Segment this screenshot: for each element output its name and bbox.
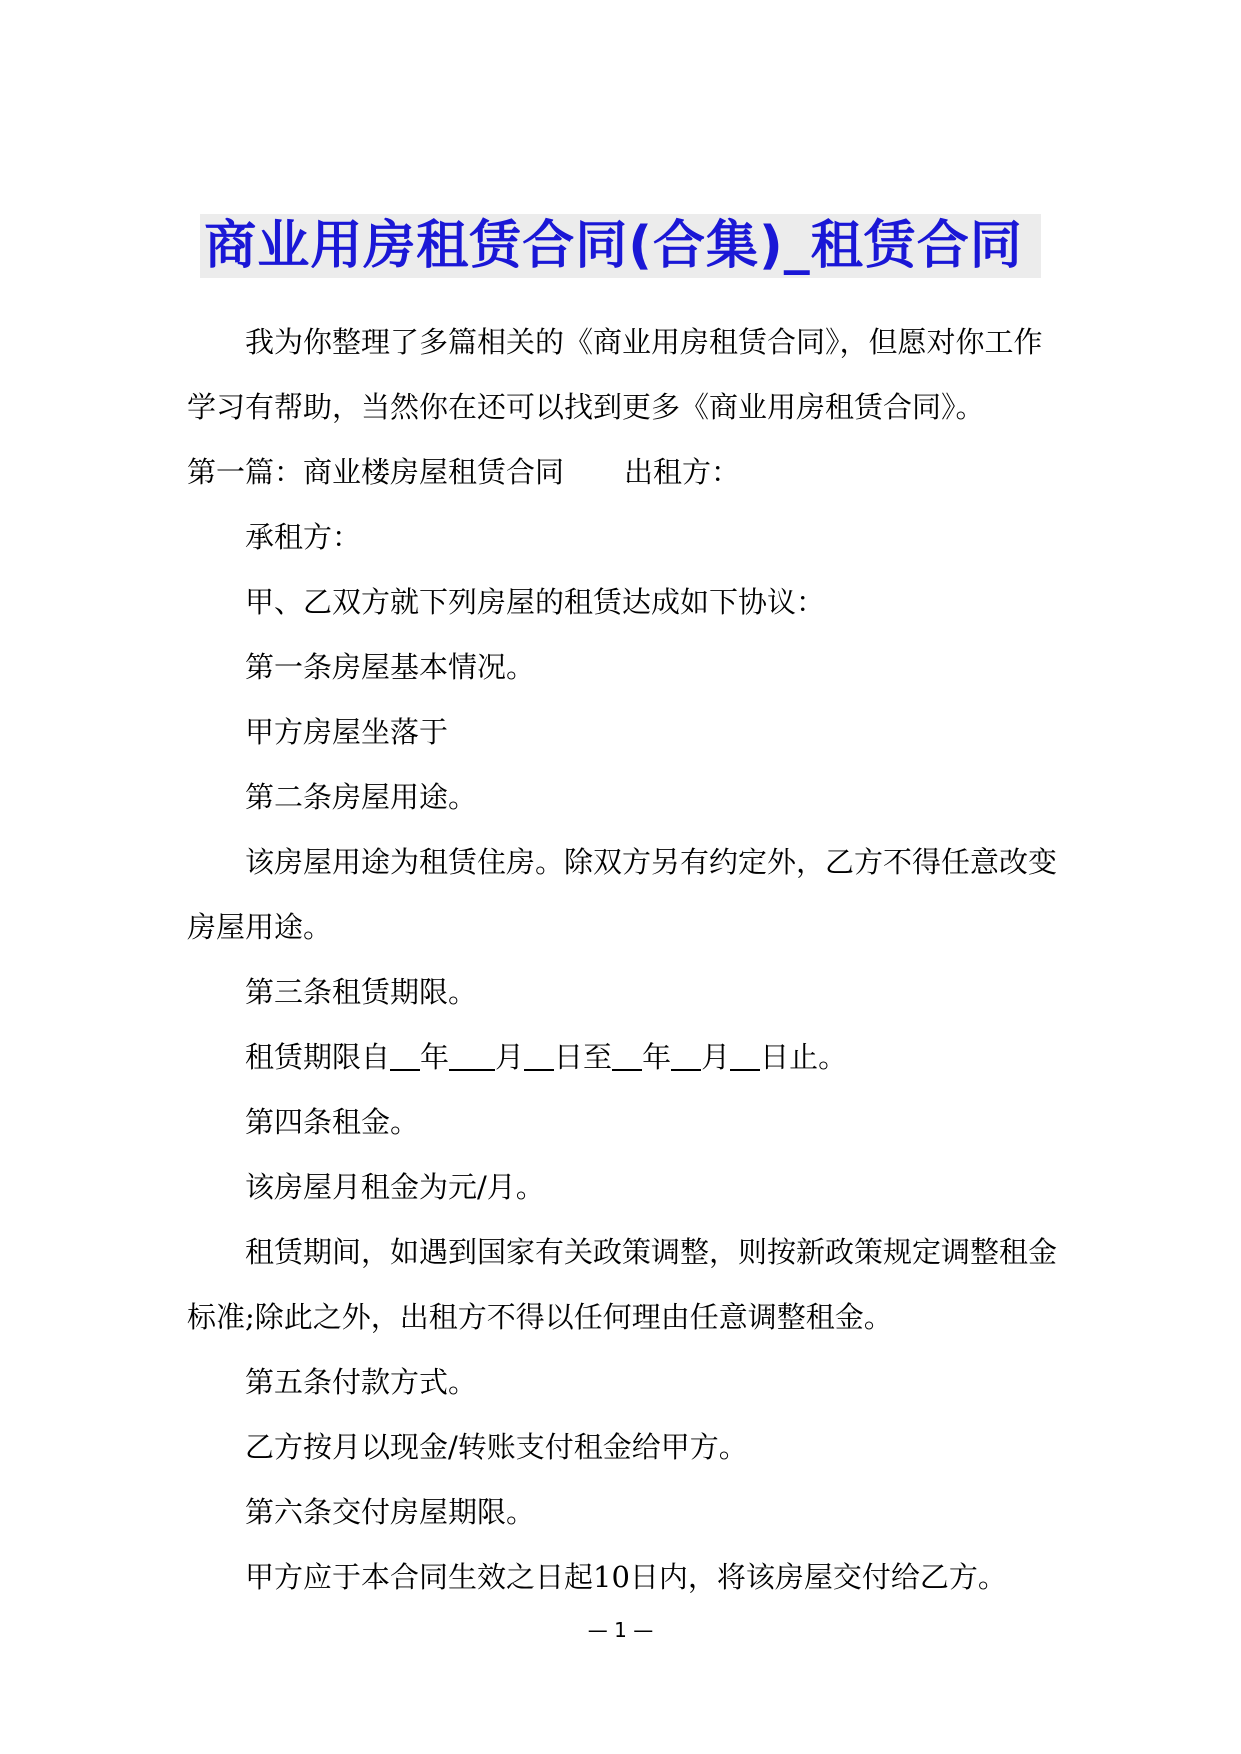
article-6-text: 甲方应于本合同生效之日起10日内，将该房屋交付给乙方。 — [245, 1560, 1007, 1594]
intro-paragraph-line-1: 我为你整理了多篇相关的《商业用房租赁合同》，但愿对你工作 — [245, 325, 1043, 359]
blank-underline — [524, 1040, 554, 1071]
term-day-1: 日至 — [554, 1040, 613, 1074]
page-number: — 1 — — [587, 1618, 654, 1642]
blank-underline — [449, 1040, 495, 1071]
lessee-label: 承租方： — [245, 520, 362, 554]
lessor-label: 出租方： — [624, 455, 741, 489]
term-year-1: 年 — [420, 1040, 450, 1074]
article-1-heading: 第一条房屋基本情况。 — [245, 650, 536, 684]
article-4-adjust-line-1: 租赁期间，如遇到国家有关政策调整，则按新政策规定调整租金 — [245, 1235, 1058, 1269]
term-month-1: 月 — [495, 1040, 525, 1074]
blank-underline — [671, 1040, 701, 1071]
article-4-heading: 第四条租金。 — [245, 1105, 420, 1139]
intro-paragraph-line-2: 学习有帮助，当然你在还可以找到更多《商业用房租赁合同》。 — [187, 390, 985, 424]
term-year-2: 年 — [642, 1040, 672, 1074]
term-prefix: 租赁期限自 — [245, 1040, 391, 1074]
article-2-heading: 第二条房屋用途。 — [245, 780, 478, 814]
article-1-text: 甲方房屋坐落于 — [245, 715, 449, 749]
blank-underline — [612, 1040, 642, 1071]
section-heading: 第一篇：商业楼房屋租赁合同 — [187, 455, 565, 489]
term-day-2: 日止。 — [760, 1040, 848, 1074]
article-4-adjust-line-2: 标准;除此之外，出租方不得以任何理由任意调整租金。 — [187, 1300, 893, 1334]
agreement-paragraph: 甲、乙双方就下列房屋的租赁达成如下协议： — [245, 585, 826, 619]
blank-underline — [730, 1040, 760, 1071]
article-5-heading: 第五条付款方式。 — [245, 1365, 478, 1399]
article-6-heading: 第六条交付房屋期限。 — [245, 1495, 536, 1529]
article-2-text-line-1: 该房屋用途为租赁住房。除双方另有约定外，乙方不得任意改变 — [245, 845, 1058, 879]
title-container — [0, 214, 1241, 278]
article-2-text-line-2: 房屋用途。 — [187, 910, 333, 944]
section-heading-line — [187, 440, 1067, 505]
document-body — [187, 310, 1067, 1610]
article-5-text: 乙方按月以现金/转账支付租金给甲方。 — [245, 1430, 748, 1464]
term-month-2: 月 — [701, 1040, 731, 1074]
article-3-heading: 第三条租赁期限。 — [245, 975, 478, 1009]
document-title: 商业用房租赁合同(合集)_租赁合同 — [200, 214, 1041, 278]
lease-term-line — [187, 1025, 1067, 1090]
article-4-text: 该房屋月租金为元/月。 — [245, 1170, 545, 1204]
blank-underline — [390, 1040, 420, 1071]
